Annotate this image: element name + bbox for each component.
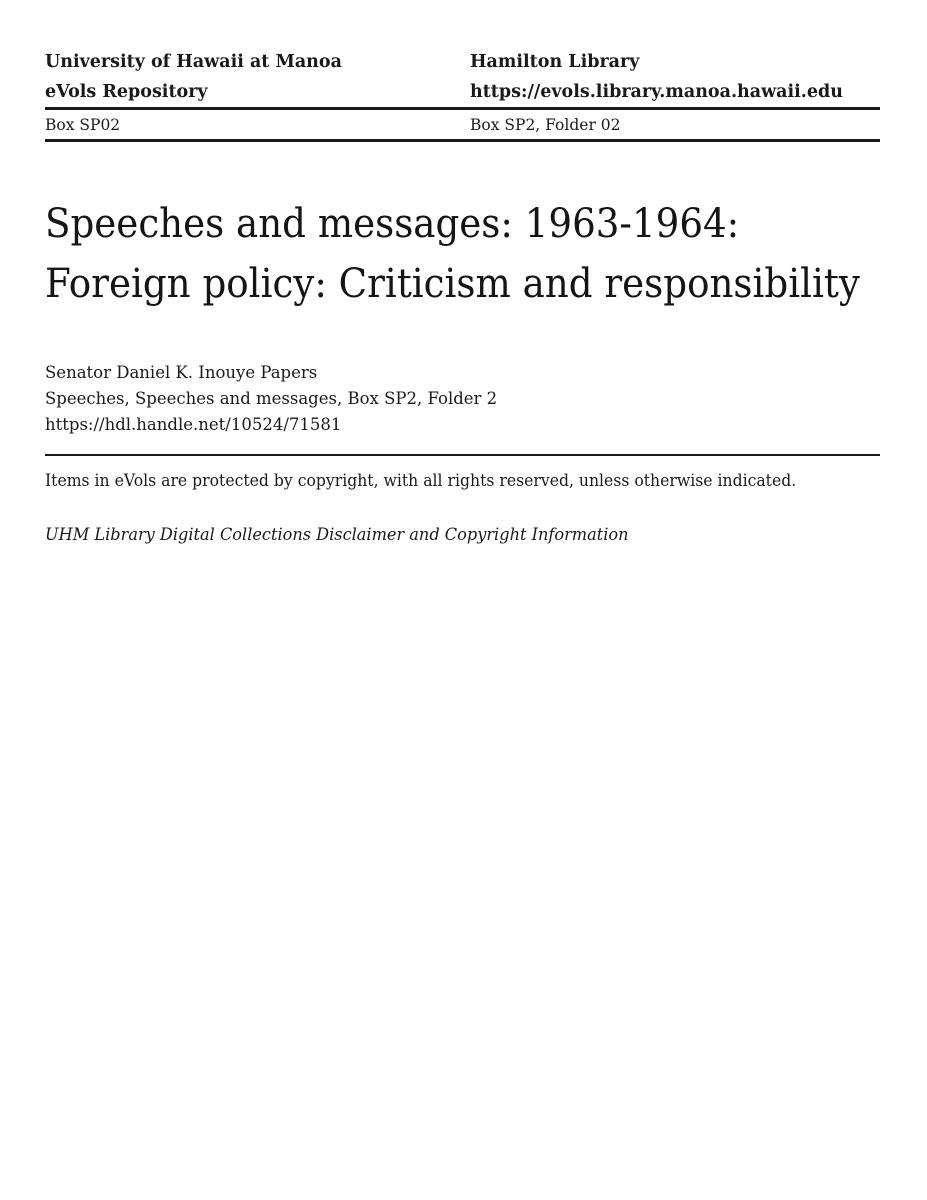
library-name: Hamilton Library	[470, 52, 640, 72]
box-folder-id: Box SP2, Folder 02	[470, 116, 621, 134]
box-id: Box SP02	[45, 116, 121, 134]
box-folder-row	[45, 110, 880, 139]
box-row-rule	[45, 139, 880, 142]
repository-url-link[interactable]: https://evols.library.manoa.hawaii.edu	[470, 82, 843, 102]
document-title	[45, 194, 880, 314]
collection-location: Speeches, Speeches and messages, Box SP2, Folder 2	[45, 389, 498, 408]
document-title-line2: Foreign policy: Criticism and responsibility	[45, 261, 860, 307]
document-title-line1: Speeches and messages: 1963-1964:	[45, 201, 740, 247]
collection-metadata	[45, 360, 880, 438]
header-left-column	[45, 47, 470, 107]
handle-url-link[interactable]: https://hdl.handle.net/10524/71581	[45, 415, 342, 434]
collection-name: Senator Daniel K. Inouye Papers	[45, 363, 318, 382]
copyright-notice: Items in eVols are protected by copyright, with all rights reserved, unless otherwise indicated.	[45, 471, 797, 491]
repository-name: eVols Repository	[45, 82, 208, 102]
header-right-column	[470, 47, 880, 107]
copyright-rule	[45, 454, 880, 456]
disclaimer-row	[45, 522, 880, 548]
disclaimer-link[interactable]: UHM Library Digital Collections Disclaimer and Copyright Information	[45, 525, 629, 545]
institution-name: University of Hawaii at Manoa	[45, 52, 342, 72]
page-header	[45, 47, 880, 107]
copyright-notice-row	[45, 468, 880, 494]
